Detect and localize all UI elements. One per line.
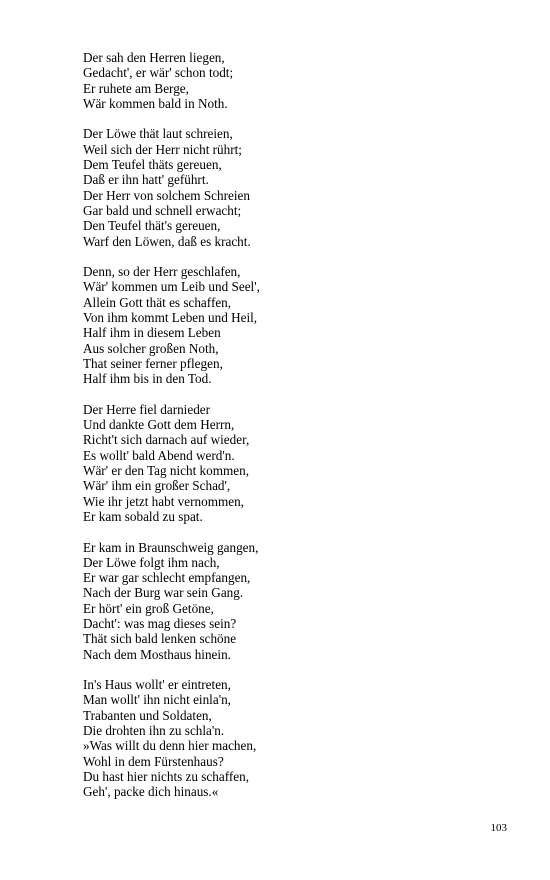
verse-line: Half ihm bis in den Tod. [83, 371, 212, 387]
verse-line: Richt't sich darnach auf wieder, [83, 432, 250, 448]
verse-line: Den Teufel thät's gereuen, [83, 218, 221, 234]
verse-line: Allein Gott thät es schaffen, [83, 294, 232, 310]
verse-line: Er ruhete am Berge, [83, 80, 189, 96]
verse-line: Von ihm kommt Leben und Heil, [83, 310, 258, 326]
verse-line: Wie ihr jetzt habt vernommen, [83, 493, 244, 509]
verse-line: Thät sich bald lenken schöne [83, 631, 237, 647]
stanza [83, 126, 260, 248]
poem-text [83, 50, 260, 800]
verse-line: Der Herre fiel darnieder [83, 401, 211, 417]
stanza [83, 402, 260, 524]
verse-line: Der Löwe folgt ihm nach, [83, 554, 220, 570]
verse-line: Wär' ihm ein großer Schad', [83, 478, 231, 494]
verse-line: Wär' kommen um Leib und Seel', [83, 279, 260, 295]
verse-line: That seiner ferner pflegen, [83, 355, 223, 371]
verse-line: Er kam sobald zu spat. [83, 508, 203, 524]
stanza [83, 264, 260, 386]
verse-line: Gar bald und schnell erwacht; [83, 202, 242, 218]
verse-line: Dem Teufel thäts gereuen, [83, 157, 222, 173]
verse-line: Geh', packe dich hinaus.« [83, 784, 219, 800]
verse-line: Es wollt' bald Abend werd'n. [83, 447, 235, 463]
verse-line: Wohl in dem Fürstenhaus? [83, 753, 224, 769]
verse-line: Die drohten ihn zu schla'n. [83, 723, 225, 739]
verse-line: Dacht': was mag dieses sein? [83, 615, 237, 631]
stanza [83, 677, 260, 799]
verse-line: Der Herr von solchem Schreien [83, 187, 250, 203]
verse-line: Wär kommen bald in Noth. [83, 95, 228, 111]
verse-line: Und dankte Gott dem Herrn, [83, 417, 235, 433]
verse-line: Nach der Burg war sein Gang. [83, 585, 244, 601]
verse-line: Warf den Löwen, daß es kracht. [83, 233, 251, 249]
verse-line: Half ihm in diesem Leben [83, 325, 221, 341]
verse-line: Der sah den Herren liegen, [83, 50, 225, 65]
verse-line: Wär' er den Tag nicht kommen, [83, 463, 249, 479]
verse-line: Der Löwe thät laut schreien, [83, 126, 233, 142]
verse-line: Aus solcher großen Noth, [83, 340, 219, 356]
verse-line: Er war gar schlecht empfangen, [83, 570, 251, 586]
verse-line: Denn, so der Herr geschlafen, [83, 264, 241, 280]
verse-line: Weil sich der Herr nicht rührt; [83, 141, 242, 157]
stanza [83, 50, 260, 111]
verse-line: Er hört' ein groß Getöne, [83, 600, 214, 616]
verse-line: Du hast hier nichts zu schaffen, [83, 768, 250, 784]
verse-line: Er kam in Braunschweig gangen, [83, 539, 259, 555]
verse-line: Trabanten und Soldaten, [83, 707, 212, 723]
verse-line: Gedacht', er wär' schon todt; [83, 65, 234, 81]
verse-line: »Was willt du denn hier machen, [83, 738, 257, 754]
page-number: 103 [490, 822, 507, 834]
verse-line: In's Haus wollt' er eintreten, [83, 677, 231, 693]
stanza [83, 540, 260, 662]
verse-line: Nach dem Mosthaus hinein. [83, 646, 231, 662]
verse-line: Man wollt' ihn nicht einla'n, [83, 692, 231, 708]
verse-line: Daß er ihn hatt' geführt. [83, 172, 209, 188]
